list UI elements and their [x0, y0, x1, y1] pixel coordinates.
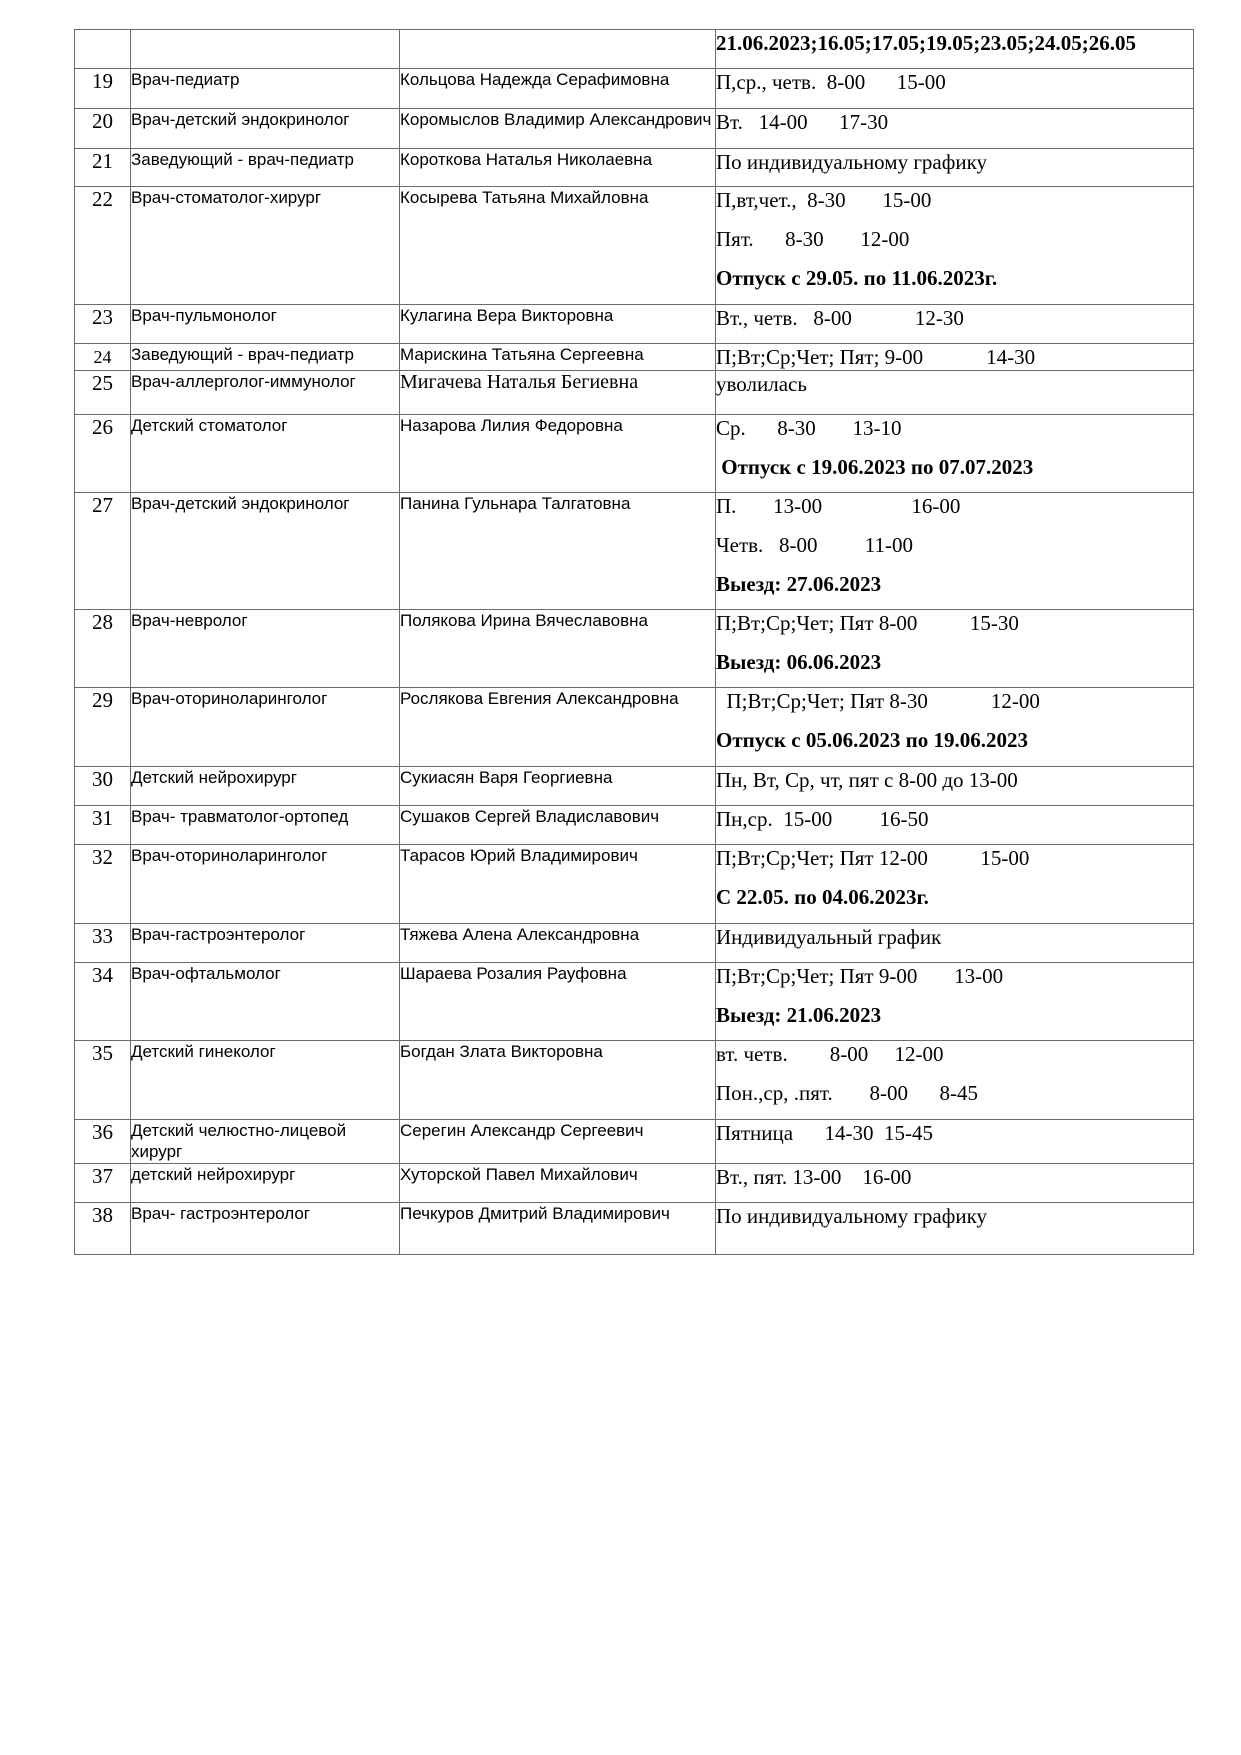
doctor-name-cell: Мигачева Наталья Бегиевна — [400, 371, 716, 415]
row-number-cell: 20 — [75, 109, 131, 149]
doctor-name-cell: Серегин Александр Сергеевич — [400, 1120, 716, 1164]
doctor-name-cell: Марискина Татьяна Сергеевна — [400, 344, 716, 371]
row-number-cell: 24 — [75, 344, 131, 371]
row-number-cell: 30 — [75, 767, 131, 806]
schedule-line: П;Вт;Ср;Чет; Пят 8-30 12-00 — [716, 689, 1040, 713]
table-row — [75, 493, 1194, 610]
specialty-cell: Врач-детский эндокринолог — [131, 109, 400, 149]
schedule-note: Выезд: 06.06.2023 — [716, 650, 882, 674]
specialty-cell: Врач- гастроэнтеролог — [131, 1203, 400, 1255]
specialty-cell: детский нейрохирург — [131, 1164, 400, 1203]
schedule-line: П;Вт;Ср;Чет; Пят; 9-00 14-30 — [716, 345, 1036, 369]
table-row — [75, 187, 1194, 305]
specialty-cell: Детский гинеколог — [131, 1041, 400, 1120]
schedule-line: По индивидуальному графику — [716, 150, 988, 174]
schedule-note: Выезд: 27.06.2023 — [716, 572, 882, 596]
doctor-name-cell: Кулагина Вера Викторовна — [400, 305, 716, 344]
schedule-cell — [716, 806, 1194, 845]
schedule-cell — [716, 1041, 1194, 1120]
specialty-cell: Врач-стоматолог-хирург — [131, 187, 400, 305]
table-row — [75, 963, 1194, 1041]
specialty-cell: Врач-аллерголог-иммунолог — [131, 371, 400, 415]
schedule-cell — [716, 1203, 1194, 1255]
doctor-name-cell: Панина Гульнара Талгатовна — [400, 493, 716, 610]
specialty-cell: Детский челюстно-лицевой хирург — [131, 1120, 400, 1164]
schedule-cell — [716, 767, 1194, 806]
schedule-dates-text: 21.06.2023;16.05;17.05;19.05;23.05;24.05;26.05 — [716, 31, 1136, 55]
schedule-line: Пн,ср. 15-00 16-50 — [716, 807, 929, 831]
schedule-cell — [716, 109, 1194, 149]
doctor-name-cell: Косырева Татьяна Михайловна — [400, 187, 716, 305]
table-row — [75, 305, 1194, 344]
specialty-cell: Заведующий - врач-педиатр — [131, 149, 400, 187]
schedule-cell — [716, 1120, 1194, 1164]
table-row — [75, 1041, 1194, 1120]
schedule-line: Индивидуальный график — [716, 925, 942, 949]
schedule-line: П,ср., четв. 8-00 15-00 — [716, 70, 946, 94]
row-number-cell: 21 — [75, 149, 131, 187]
schedule-note: Отпуск с 05.06.2023 по 19.06.2023 — [716, 728, 1028, 752]
table-row — [75, 1120, 1194, 1164]
specialty-cell: Детский стоматолог — [131, 415, 400, 493]
schedule-cell — [716, 69, 1194, 109]
doctor-name-cell: Сукиасян Варя Георгиевна — [400, 767, 716, 806]
table-row — [75, 688, 1194, 767]
doctor-name-cell: Богдан Злата Викторовна — [400, 1041, 716, 1120]
row-number-cell: 31 — [75, 806, 131, 845]
doctor-name-cell: Тяжева Алена Александровна — [400, 924, 716, 963]
doctor-name-cell: Короткова Наталья Николаевна — [400, 149, 716, 187]
schedule-note: С 22.05. по 04.06.2023г. — [716, 885, 929, 909]
row-number-cell: 23 — [75, 305, 131, 344]
specialty-cell: Врач-невролог — [131, 610, 400, 688]
schedule-cell — [716, 305, 1194, 344]
doctor-name-cell: Назарова Лилия Федоровна — [400, 415, 716, 493]
specialty-cell: Врач-пульмонолог — [131, 305, 400, 344]
table-row — [75, 806, 1194, 845]
schedule-line: П;Вт;Ср;Чет; Пят 12-00 15-00 — [716, 846, 1030, 870]
table-row — [75, 371, 1194, 415]
row-number-cell: 22 — [75, 187, 131, 305]
table-row — [75, 149, 1194, 187]
specialty-cell — [131, 30, 400, 69]
schedule-line: Пон.,ср, .пят. 8-00 8-45 — [716, 1081, 978, 1105]
row-number-cell: 25 — [75, 371, 131, 415]
row-number-cell: 26 — [75, 415, 131, 493]
specialty-cell: Врач-офтальмолог — [131, 963, 400, 1041]
schedule-line: Четв. 8-00 11-00 — [716, 533, 914, 557]
table-row — [75, 1164, 1194, 1203]
row-number-cell: 34 — [75, 963, 131, 1041]
schedule-line: По индивидуальному графику — [716, 1204, 988, 1228]
specialty-cell: Детский нейрохирург — [131, 767, 400, 806]
table-row — [75, 415, 1194, 493]
schedule-note: Отпуск с 19.06.2023 по 07.07.2023 — [716, 455, 1034, 479]
specialty-cell: Врач- травматолог-ортопед — [131, 806, 400, 845]
doctor-name-cell — [400, 30, 716, 69]
schedule-cell — [716, 344, 1194, 371]
schedule-cell — [716, 187, 1194, 305]
schedule-line: Пят. 8-30 12-00 — [716, 227, 910, 251]
schedule-line: П. 13-00 16-00 — [716, 494, 961, 518]
row-number-cell: 27 — [75, 493, 131, 610]
schedule-line: Вт. 14-00 17-30 — [716, 110, 889, 134]
specialty-cell: Врач-оториноларинголог — [131, 688, 400, 767]
row-number-cell: 32 — [75, 845, 131, 924]
schedule-line: вт. четв. 8-00 12-00 — [716, 1042, 944, 1066]
row-number-cell — [75, 30, 131, 69]
row-number-cell: 36 — [75, 1120, 131, 1164]
table-row — [75, 1203, 1194, 1255]
schedule-table — [74, 29, 1194, 1255]
specialty-cell: Врач-оториноларинголог — [131, 845, 400, 924]
row-number-cell: 37 — [75, 1164, 131, 1203]
schedule-note: Отпуск с 29.05. по 11.06.2023г. — [716, 266, 998, 290]
schedule-line: Ср. 8-30 13-10 — [716, 416, 902, 440]
table-row — [75, 845, 1194, 924]
schedule-line: П,вт,чет., 8-30 15-00 — [716, 188, 932, 212]
schedule-cell — [716, 610, 1194, 688]
schedule-cell — [716, 30, 1194, 69]
specialty-cell: Врач-детский эндокринолог — [131, 493, 400, 610]
specialty-cell: Врач-педиатр — [131, 69, 400, 109]
schedule-cell — [716, 371, 1194, 415]
schedule-cell — [716, 963, 1194, 1041]
schedule-line: уволилась — [716, 372, 807, 396]
schedule-cell — [716, 493, 1194, 610]
doctor-name-cell: Хуторской Павел Михайлович — [400, 1164, 716, 1203]
row-number-cell: 29 — [75, 688, 131, 767]
doctor-name-cell: Кольцова Надежда Серафимовна — [400, 69, 716, 109]
schedule-cell — [716, 415, 1194, 493]
schedule-line: П;Вт;Ср;Чет; Пят 8-00 15-30 — [716, 611, 1019, 635]
table-row — [75, 69, 1194, 109]
schedule-note: Выезд: 21.06.2023 — [716, 1003, 882, 1027]
specialty-cell: Заведующий - врач-педиатр — [131, 344, 400, 371]
schedule-cell — [716, 1164, 1194, 1203]
table-row — [75, 109, 1194, 149]
doctor-name-cell: Сушаков Сергей Владиславович — [400, 806, 716, 845]
schedule-cell — [716, 688, 1194, 767]
schedule-line: Пятница 14-30 15-45 — [716, 1121, 934, 1145]
table-row — [75, 924, 1194, 963]
specialty-cell: Врач-гастроэнтеролог — [131, 924, 400, 963]
row-number-cell: 33 — [75, 924, 131, 963]
row-number-cell: 19 — [75, 69, 131, 109]
schedule-line: П;Вт;Ср;Чет; Пят 9-00 13-00 — [716, 964, 1004, 988]
schedule-cell — [716, 149, 1194, 187]
doctor-name-cell: Полякова Ирина Вячеславовна — [400, 610, 716, 688]
doctor-name-cell: Печкуров Дмитрий Владимирович — [400, 1203, 716, 1255]
table-row — [75, 30, 1194, 69]
schedule-line: Вт., четв. 8-00 12-30 — [716, 306, 964, 330]
doctor-name-cell: Рослякова Евгения Александровна — [400, 688, 716, 767]
table-row — [75, 610, 1194, 688]
doctor-name-cell: Тарасов Юрий Владимирович — [400, 845, 716, 924]
doctor-name-cell: Шараева Розалия Рауфовна — [400, 963, 716, 1041]
schedule-cell — [716, 845, 1194, 924]
doctor-name-cell: Коромыслов Владимир Александрович — [400, 109, 716, 149]
row-number-cell: 28 — [75, 610, 131, 688]
row-number-cell: 35 — [75, 1041, 131, 1120]
row-number-cell: 38 — [75, 1203, 131, 1255]
table-row — [75, 767, 1194, 806]
schedule-line: Вт., пят. 13-00 16-00 — [716, 1165, 912, 1189]
schedule-line: Пн, Вт, Ср, чт, пят с 8-00 до 13-00 — [716, 768, 1018, 792]
table-row — [75, 344, 1194, 371]
schedule-cell — [716, 924, 1194, 963]
